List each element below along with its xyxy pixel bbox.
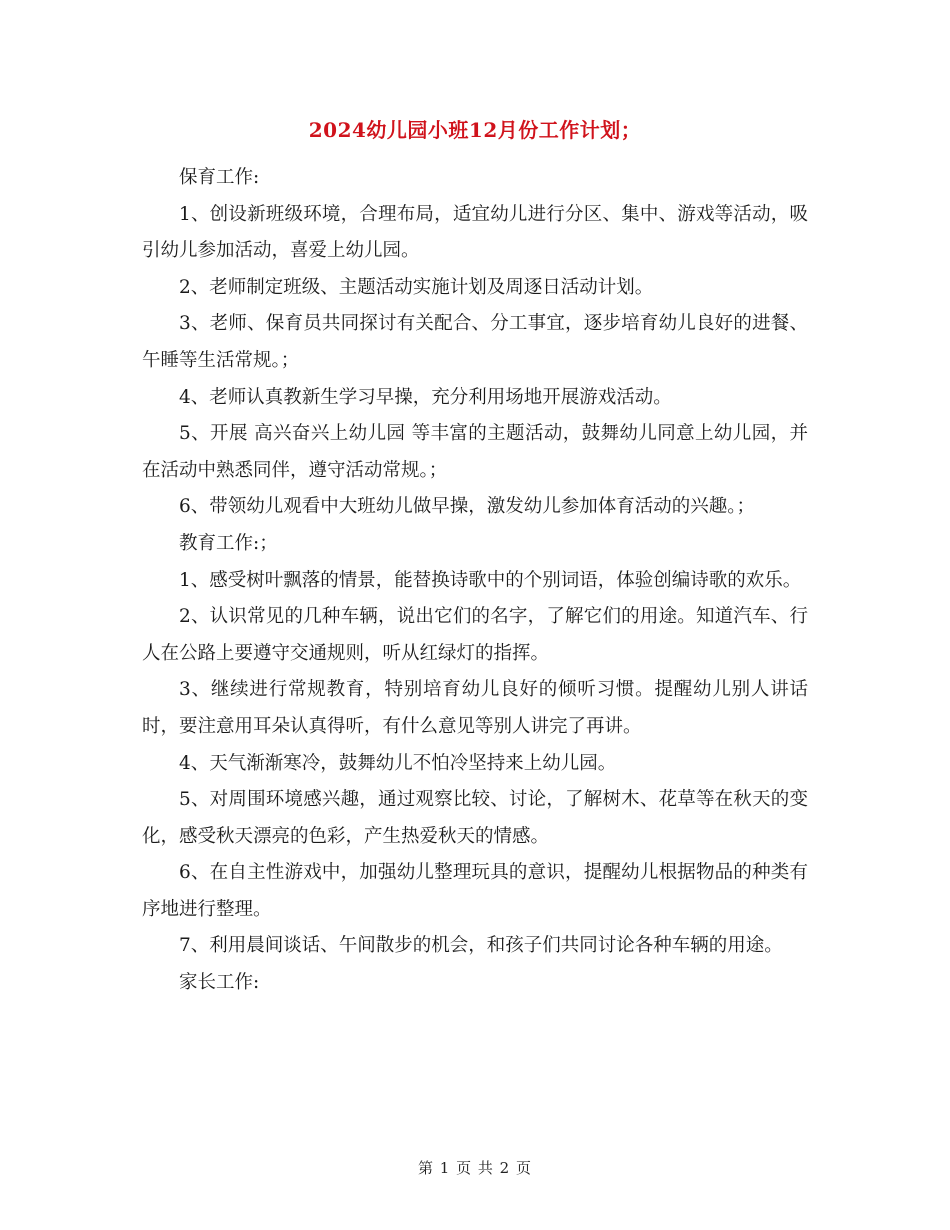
- paragraph: 2、认识常见的几种车辆，说出它们的名字，了解它们的用途。知道汽车、行人在公路上要遵守交通规则，听从红绿灯的指挥。: [142, 606, 808, 664]
- paragraph: 3、老师、保育员共同探讨有关配合、分工事宜，逐步培育幼儿良好的进餐、午睡等生活常规。；: [142, 313, 808, 371]
- paragraph: 6、带领幼儿观看中大班幼儿做早操，激发幼儿参加体育活动的兴趣。；: [179, 496, 756, 518]
- document-body: [142, 160, 808, 1002]
- section-heading-parents: 家长工作:: [179, 972, 260, 994]
- paragraph: 1、感受树叶飘落的情景，能替换诗歌中的个别词语，体验创编诗歌的欢乐。: [179, 569, 802, 591]
- paragraph: 2、老师制定班级、主题活动实施计划及周逐日活动计划。: [179, 276, 654, 298]
- paragraph: 3、继续进行常规教育，特别培育幼儿良好的倾听习惯。提醒幼儿别人讲话时，要注意用耳朵认真得听，有什么意见等别人讲完了再讲。: [142, 679, 808, 737]
- paragraph: 4、老师认真教新生学习早操，充分利用场地开展游戏活动。: [179, 386, 672, 408]
- paragraph: 6、在自主性游戏中，加强幼儿整理玩具的意识，提醒幼儿根据物品的种类有序地进行整理。: [142, 862, 808, 920]
- paragraph: 4、天气渐渐寒冷，鼓舞幼儿不怕冷坚持来上幼儿园。: [179, 752, 617, 774]
- section-heading-education: 教育工作:；: [179, 532, 278, 554]
- document-title: 2024幼儿园小班12月份工作计划；: [308, 118, 642, 142]
- paragraph: 5、对周围环境感兴趣，通过观察比较、讨论，了解树木、花草等在秋天的变化，感受秋天漂亮的色彩，产生热爱秋天的情感。: [142, 789, 808, 847]
- paragraph: 1、创设新班级环境，合理布局，适宜幼儿进行分区、集中、游戏等活动，吸引幼儿参加活动，喜爱上幼儿园。: [142, 203, 808, 262]
- page-number-footer: 第 1 页 共 2 页: [418, 1159, 532, 1177]
- paragraph: 5、开展 高兴奋兴上幼儿园 等丰富的主题活动，鼓舞幼儿同意上幼儿园，并在活动中熟悉同伴，遵守活动常规。；: [142, 423, 808, 481]
- section-heading-care: 保育工作:: [179, 167, 260, 188]
- paragraph: 7、利用晨间谈话、午间散步的机会，和孩子们共同讨论各种车辆的用途。: [179, 935, 783, 957]
